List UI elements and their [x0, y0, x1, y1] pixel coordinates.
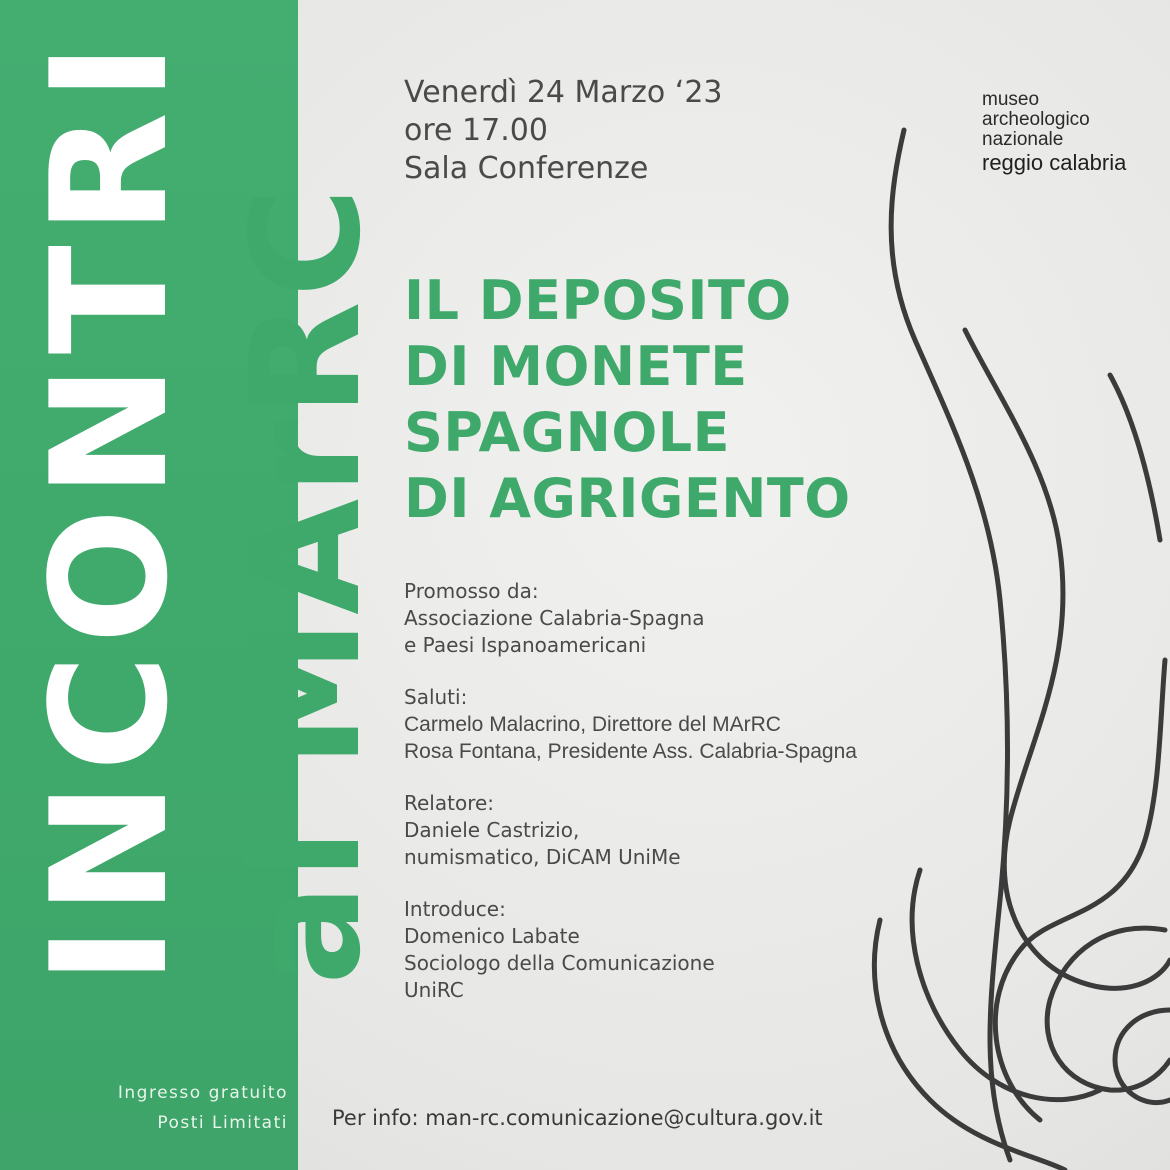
- credits-label: Introduce:: [404, 897, 506, 921]
- headline-line: SPAGNOLE: [404, 401, 731, 464]
- credits-promoted: [404, 578, 857, 659]
- credits-text: e Paesi Ispanoamericani: [404, 633, 647, 657]
- vertical-title-al-marrc: al MArRC: [220, 183, 394, 985]
- event-date: Venerdì 24 Marzo ‘23: [404, 75, 723, 110]
- event-venue: Sala Conferenze: [404, 151, 649, 186]
- wave-line: [1110, 375, 1160, 540]
- credits-text: Carmelo Malacrino, Direttore del MArRC: [404, 713, 781, 736]
- credits-label: Promosso da:: [404, 579, 539, 603]
- wave-line: [965, 330, 1170, 988]
- event-time: ore 17.00: [404, 113, 548, 148]
- event-headline: [404, 268, 851, 532]
- event-credits: [404, 578, 857, 1029]
- headline-line: IL DEPOSITO: [404, 269, 792, 332]
- wave-line: [1115, 1010, 1170, 1103]
- museum-logo-line: archeologico: [982, 109, 1090, 130]
- wave-line: [891, 130, 1010, 1160]
- wave-line: [1047, 928, 1170, 1090]
- vertical-title-incontri: INCONTRI: [16, 32, 203, 985]
- credits-introduces: [404, 896, 857, 1004]
- headline-line: DI MONETE: [404, 335, 748, 398]
- wave-line: [912, 870, 1100, 1100]
- credits-text: Associazione Calabria-Spagna: [404, 606, 705, 630]
- contact-info: Per info: man-rc.comunicazione@cultura.gov.it: [332, 1106, 823, 1130]
- wave-lines-decoration: [860, 100, 1170, 1170]
- credits-text: UniRC: [404, 978, 464, 1002]
- wave-line: [874, 920, 1065, 1170]
- credits-label: Relatore:: [404, 791, 495, 815]
- museum-logo-city: reggio calabria: [982, 150, 1127, 175]
- event-details: [404, 74, 723, 188]
- wave-line: [995, 660, 1165, 1120]
- credits-text: numismatico, DiCAM UniMe: [404, 845, 681, 869]
- credits-speaker: [404, 790, 857, 871]
- headline-line: DI AGRIGENTO: [404, 467, 851, 530]
- credits-text: Sociologo della Comunicazione: [404, 951, 715, 975]
- credits-text: Domenico Labate: [404, 924, 580, 948]
- admission-info: [118, 1078, 288, 1138]
- credits-greetings: [404, 684, 857, 765]
- credits-text: Rosa Fontana, Presidente Ass. Calabria-Spagna: [404, 740, 857, 763]
- credits-label: Saluti:: [404, 685, 468, 709]
- admission-limited: Posti Limitati: [157, 1113, 288, 1133]
- admission-free: Ingresso gratuito: [117, 1083, 288, 1103]
- credits-text: Daniele Castrizio,: [404, 818, 580, 842]
- museum-logo-line: nazionale: [982, 129, 1064, 150]
- museum-logo-line: museo: [982, 89, 1040, 110]
